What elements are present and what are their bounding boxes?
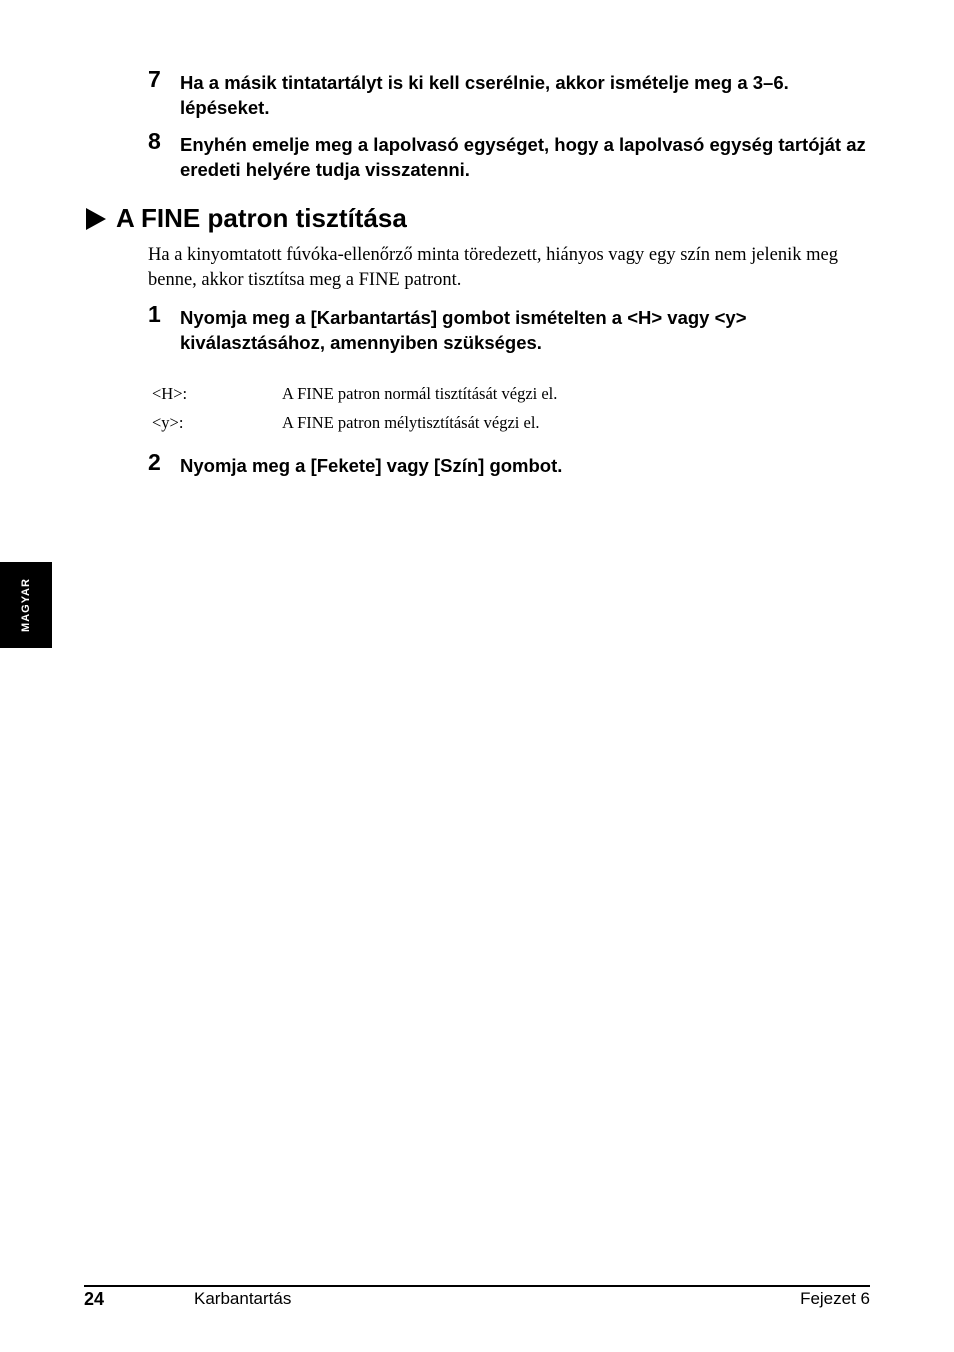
footer-divider bbox=[84, 1285, 870, 1287]
page-number: 24 bbox=[84, 1289, 105, 1309]
step-text: Ha a másik tintatartályt is ki kell cserélnie, akkor ismételje meg a 3–6. lépéseket. bbox=[180, 72, 789, 118]
section-intro: Ha a kinyomtatott fúvóka-ellenőrző minta töredezett, hiányos vagy egy szín nem jelenik meg benne, akkor tisztítsa meg a FINE patront. bbox=[148, 245, 838, 290]
section-heading bbox=[86, 203, 407, 234]
step-number: 1 bbox=[148, 301, 161, 327]
option-description: A FINE patron mélytisztítását végzi el. bbox=[282, 413, 540, 432]
footer-chapter-label: Fejezet 6 bbox=[800, 1289, 870, 1308]
language-label: MAGYAR bbox=[20, 578, 33, 632]
step-number: 2 bbox=[148, 449, 161, 475]
triangle-bullet-icon bbox=[86, 208, 106, 230]
step-number: 8 bbox=[148, 128, 161, 154]
option-key: <H>: bbox=[152, 384, 188, 403]
language-side-tab bbox=[0, 562, 52, 648]
footer-chapter-title: Karbantartás bbox=[194, 1289, 292, 1308]
step-text: Nyomja meg a [Fekete] vagy [Szín] gombot. bbox=[180, 455, 563, 476]
step-8 bbox=[148, 128, 868, 182]
step-text: Enyhén emelje meg a lapolvasó egységet, hogy a lapolvasó egység tartóját az eredeti helyére tudja visszatenni. bbox=[180, 134, 866, 180]
step-text: Nyomja meg a [Karbantartás] gombot ismételten a <H> vagy <y> kiválasztásához, amennyiben szükséges. bbox=[180, 307, 747, 353]
step-7 bbox=[148, 66, 868, 120]
option-key: <y>: bbox=[152, 413, 184, 432]
section-title: A FINE patron tisztítása bbox=[116, 203, 407, 233]
step-2 bbox=[148, 449, 868, 478]
step-1 bbox=[148, 301, 868, 355]
step-number: 7 bbox=[148, 66, 161, 92]
option-description: A FINE patron normál tisztítását végzi el. bbox=[282, 384, 558, 403]
